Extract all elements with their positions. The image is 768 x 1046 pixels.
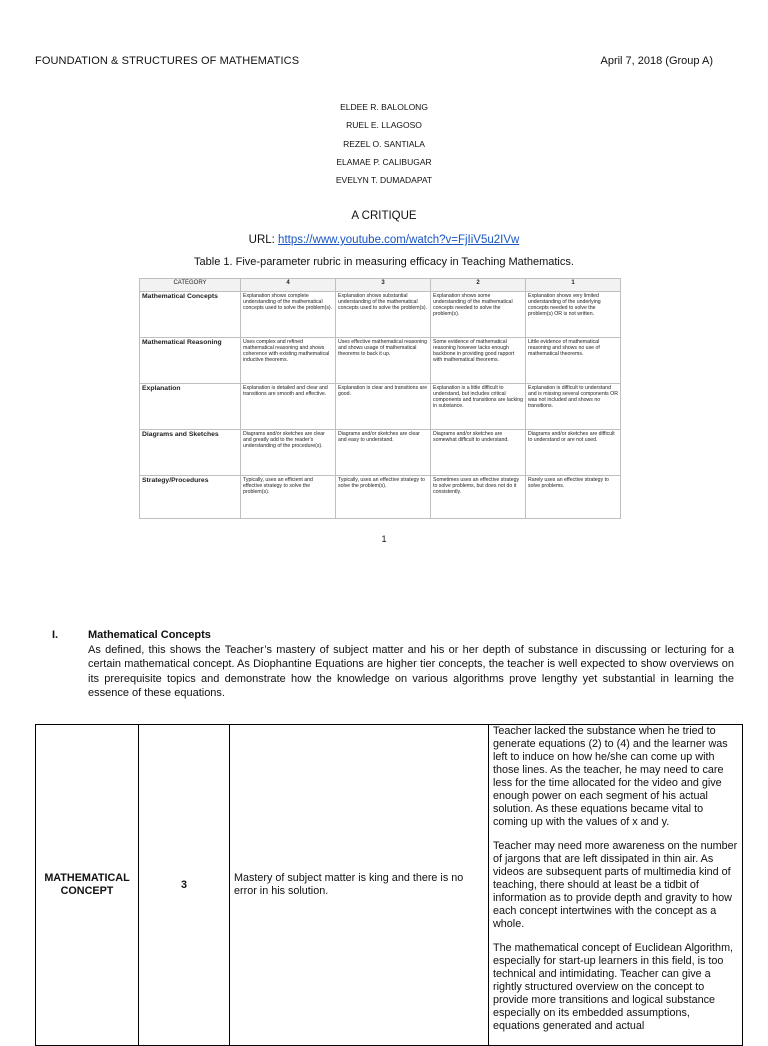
rubric-cell: Uses complex and refined mathematical reasoning and shows coherence with existing mathematical inductive theorems. bbox=[241, 338, 336, 384]
rubric-header-row bbox=[140, 279, 621, 292]
evaluation-row bbox=[36, 725, 743, 1046]
rubric-table bbox=[139, 278, 621, 519]
comment-paragraph: The mathematical concept of Euclidean Algorithm, especially for start-up learners in this field, is too technical and intimidating. Teacher can give a rightly structured overview on the concept to provide more transitions and logical substance especially on its embedded assumptions, equations generated and actual bbox=[493, 942, 734, 1032]
rubric-header-score: 3 bbox=[336, 279, 431, 292]
section-title: Mathematical Concepts bbox=[88, 629, 211, 641]
rubric-header-score: 4 bbox=[241, 279, 336, 292]
evaluation-score: 3 bbox=[139, 725, 230, 1046]
rubric-cell: Explanation shows very limited understanding of the underlying concepts needed to solve the problem(s) OR is not written. bbox=[526, 292, 621, 338]
page-number: 1 bbox=[381, 534, 387, 544]
section-number: I. bbox=[52, 629, 59, 641]
rubric-cell: Explanation shows substantial understanding of the mathematical concepts used to solve the problem(s). bbox=[336, 292, 431, 338]
rubric-cell: Explanation is detailed and clear and transitions are smooth and effective. bbox=[241, 384, 336, 430]
rubric-row bbox=[140, 476, 621, 519]
rubric-cell: Explanation is clear and transitions are good. bbox=[336, 384, 431, 430]
rubric-category: Explanation bbox=[140, 384, 241, 430]
author-name: ELAMAE P. CALIBUGAR bbox=[336, 156, 432, 167]
author-name: REZEL O. SANTIALA bbox=[343, 138, 425, 149]
rubric-row bbox=[140, 338, 621, 384]
evaluation-category: MATHEMATICAL CONCEPT bbox=[36, 725, 139, 1046]
rubric-cell: Uses effective mathematical reasoning and shows usage of mathematical theorems to back it up. bbox=[336, 338, 431, 384]
rubric-cell: Diagrams and/or sketches are clear and easy to understand. bbox=[336, 430, 431, 476]
table-caption: Table 1. Five-parameter rubric in measuring efficacy in Teaching Mathematics. bbox=[194, 256, 574, 268]
url-label: URL: bbox=[248, 234, 279, 246]
rubric-header-score: 1 bbox=[526, 279, 621, 292]
rubric-cell: Little evidence of mathematical reasoning and shows no use of mathematical theorems. bbox=[526, 338, 621, 384]
rubric-row bbox=[140, 292, 621, 338]
rubric-row bbox=[140, 384, 621, 430]
rubric-header-category: CATEGORY bbox=[140, 279, 241, 292]
rubric-category: Mathematical Concepts bbox=[140, 292, 241, 338]
evaluation-comments bbox=[489, 725, 743, 1046]
section-paragraph: As defined, this shows the Teacher’s mastery of subject matter and his or her depth of substance in discussing or lecturing for a certain mathematical concept. As Diophantine Equations are higher tier concepts, the teacher is well expected to show overviews on its prerequisite topics and demonstrate how the knowledge on various algorithms prove lengthy yet substantial in learning the essence of these equations. bbox=[88, 644, 734, 700]
rubric-cell: Explanation shows some understanding of the mathematical concepts needed to solve the problem(s). bbox=[431, 292, 526, 338]
rubric-cell: Sometimes uses an effective strategy to solve problems, but does not do it consistently. bbox=[431, 476, 526, 519]
rubric-row bbox=[140, 430, 621, 476]
rubric-cell: Explanation shows complete understanding of the mathematical concepts used to solve the problem(s). bbox=[241, 292, 336, 338]
author-name: EVELYN T. DUMADAPAT bbox=[335, 175, 433, 186]
course-title: FOUNDATION & STRUCTURES OF MATHEMATICS bbox=[35, 55, 300, 67]
url-line bbox=[0, 234, 768, 246]
rubric-cell: Typically, uses an effective strategy to solve the problem(s). bbox=[336, 476, 431, 519]
author-name: RUEL E. LLAGOSO bbox=[346, 120, 422, 131]
document-title: A CRITIQUE bbox=[351, 210, 417, 222]
rubric-category: Mathematical Reasoning bbox=[140, 338, 241, 384]
comment-paragraph: Teacher may need more awareness on the number of jargons that are left dissipated in thin air. As videos are subsequent parts of multimedia kind of teaching, there should at least be a tidbit of information as to provide depth and gravity to how each concept intertwines with the concept as a whole. bbox=[493, 840, 738, 930]
video-link[interactable]: https://www.youtube.com/watch?v=FjIiV5u2IVw bbox=[278, 234, 520, 246]
rubric-cell: Explanation is a little difficult to understand, but includes critical components and transitions are lacking in substance. bbox=[431, 384, 526, 430]
author-name: ELDEE R. BALOLONG bbox=[340, 102, 428, 112]
document-date: April 7, 2018 (Group A) bbox=[600, 55, 713, 67]
rubric-cell: Diagrams and/or sketches are difficult to understand or are not used. bbox=[526, 430, 621, 476]
rubric-cell: Rarely uses an effective strategy to solve problems. bbox=[526, 476, 621, 519]
author-list bbox=[0, 98, 768, 189]
rubric-category: Diagrams and Sketches bbox=[140, 430, 241, 476]
rubric-cell: Some evidence of mathematical reasoning however lacks enough backbone in providing good rapport with mathematical theorems. bbox=[431, 338, 526, 384]
rubric-header-score: 2 bbox=[431, 279, 526, 292]
rubric-cell: Typically, uses an efficient and effective strategy to solve the problem(s). bbox=[241, 476, 336, 519]
rubric-cell: Explanation is difficult to understand and is missing several components OR was not included and shows no transitions. bbox=[526, 384, 621, 430]
rubric-category: Strategy/Procedures bbox=[140, 476, 241, 519]
rubric-cell: Diagrams and/or sketches are clear and greatly add to the reader's understanding of the procedure(s). bbox=[241, 430, 336, 476]
evaluation-remark: Mastery of subject matter is king and there is no error in his solution. bbox=[230, 725, 489, 1046]
comment-paragraph: Teacher lacked the substance when he tried to generate equations (2) to (4) and the learner was left to induce on how he/she can come up with those lines. As the teacher, he may need to care less for the time allocated for the video and give enough power on each segment of his actual solution. As these equations became vital to coming up with the values of x and y. bbox=[493, 725, 728, 828]
evaluation-table bbox=[35, 724, 743, 1046]
rubric-cell: Diagrams and/or sketches are somewhat difficult to understand. bbox=[431, 430, 526, 476]
